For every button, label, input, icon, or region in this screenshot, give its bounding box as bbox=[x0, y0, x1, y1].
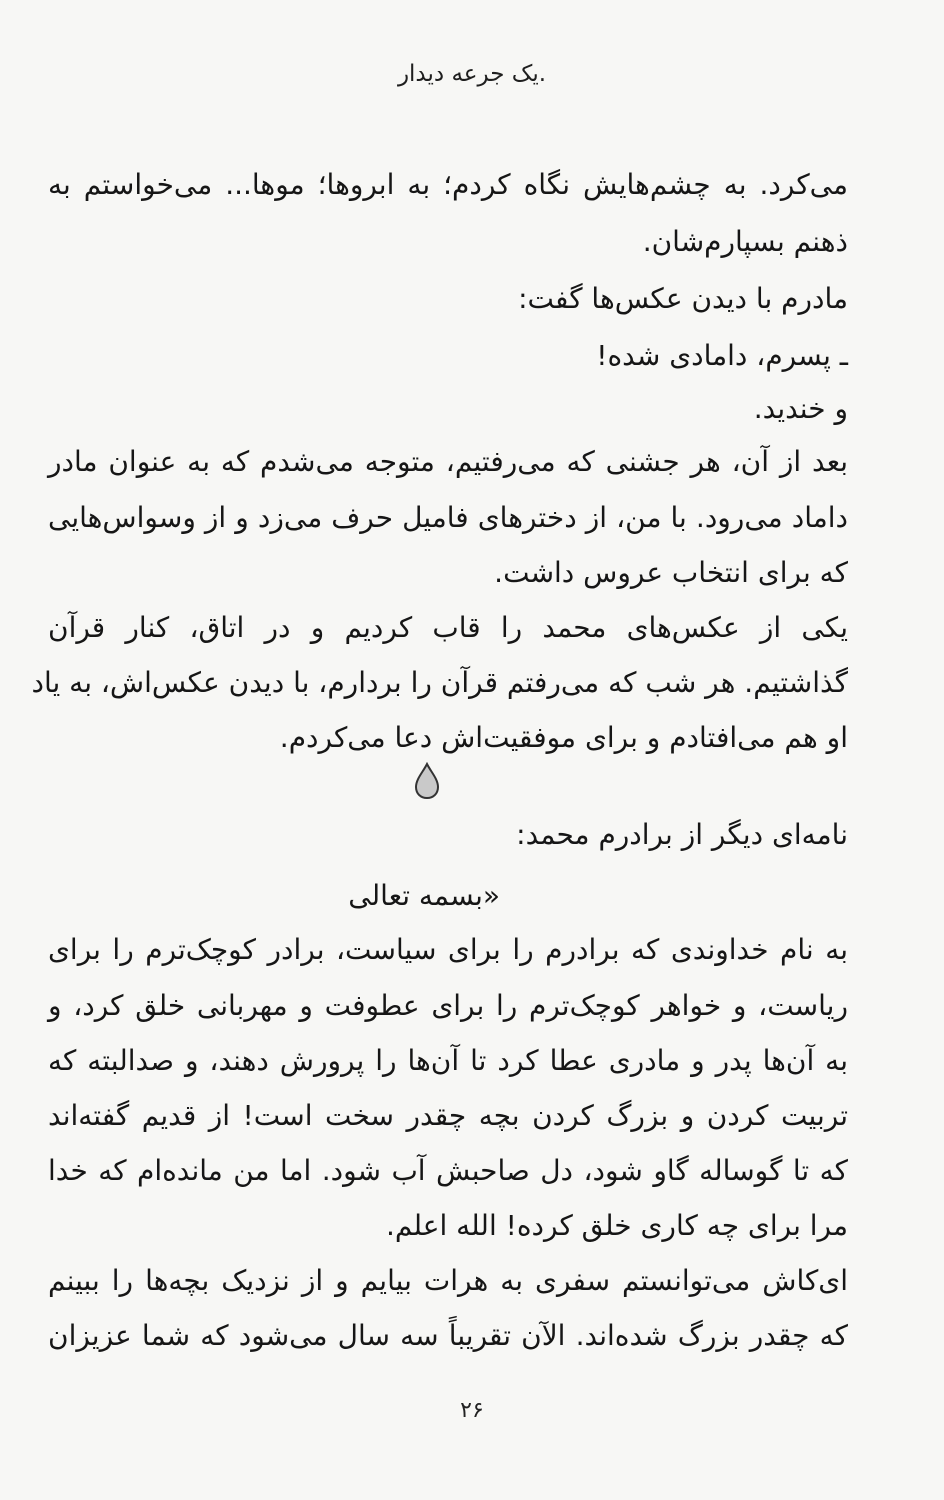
text-line: که چقدر بزرگ شده‌اند. الآن تقریباً سه سال می‌شود که شما عزیزان bbox=[48, 1319, 848, 1352]
text-line: ریاست، و خواهر کوچک‌ترم را برای عطوفت و مهربانی خلق کرد، و bbox=[48, 989, 848, 1022]
text-line: به آن‌ها پدر و مادری عطا کرد تا آن‌ها را پرورش دهند، و صدالبته که bbox=[48, 1044, 848, 1077]
text-line: یکی از عکس‌های محمد را قاب کردیم و در اتاق، کنار قرآن bbox=[48, 611, 848, 644]
text-line: گذاشتیم. هر شب که می‌رفتم قرآن را بردارم، با دیدن عکس‌اش، به یاد bbox=[31, 666, 848, 699]
page-number: ۲۶ bbox=[460, 1398, 484, 1423]
text-line: بعد از آن، هر جشنی که می‌رفتیم، متوجه می‌شدم که به عنوان مادر bbox=[48, 445, 848, 478]
text-line: که تا گوساله گاو شود، دل صاحبش آب شود. اما من مانده‌ام که خدا bbox=[48, 1154, 848, 1187]
text-line: ای‌کاش می‌توانستم سفری به هرات بیایم و از نزدیک بچه‌ها را ببینم bbox=[48, 1264, 848, 1297]
drop-ornament-icon bbox=[413, 762, 441, 800]
text-line: او هم می‌افتادم و برای موفقیت‌اش دعا می‌کردم. bbox=[279, 721, 848, 754]
text-line: ـ پسرم، دامادی شده! bbox=[596, 339, 848, 372]
text-line: به نام خداوندی که برادرم را برای سیاست، برادر کوچک‌ترم را برای bbox=[48, 933, 848, 966]
text-line: و خندید. bbox=[753, 392, 848, 425]
text-line: می‌کرد. به چشم‌هایش نگاه کردم؛ به ابروها؛ موها... می‌خواستم به bbox=[48, 168, 848, 201]
text-line: مرا برای چه کاری خلق کرده! الله اعلم. bbox=[385, 1209, 848, 1242]
letter-salutation: «بسمه تعالی bbox=[348, 879, 500, 912]
text-line: ذهنم بسپارم‌شان. bbox=[642, 225, 848, 258]
text-line: مادرم با دیدن عکس‌ها گفت: bbox=[518, 282, 848, 315]
text-line: که برای انتخاب عروس داشت. bbox=[494, 556, 848, 589]
text-line: نامه‌ای دیگر از برادرم محمد: bbox=[516, 818, 848, 851]
text-line: داماد می‌رود. با من، از دخترهای فامیل حرف می‌زد و از وسواس‌هایی bbox=[48, 501, 848, 534]
running-header: .یک جرعه دیدار bbox=[397, 61, 547, 87]
text-line: تربیت کردن و بزرگ کردن بچه چقدر سخت است! از قدیم گفته‌اند bbox=[48, 1099, 848, 1132]
